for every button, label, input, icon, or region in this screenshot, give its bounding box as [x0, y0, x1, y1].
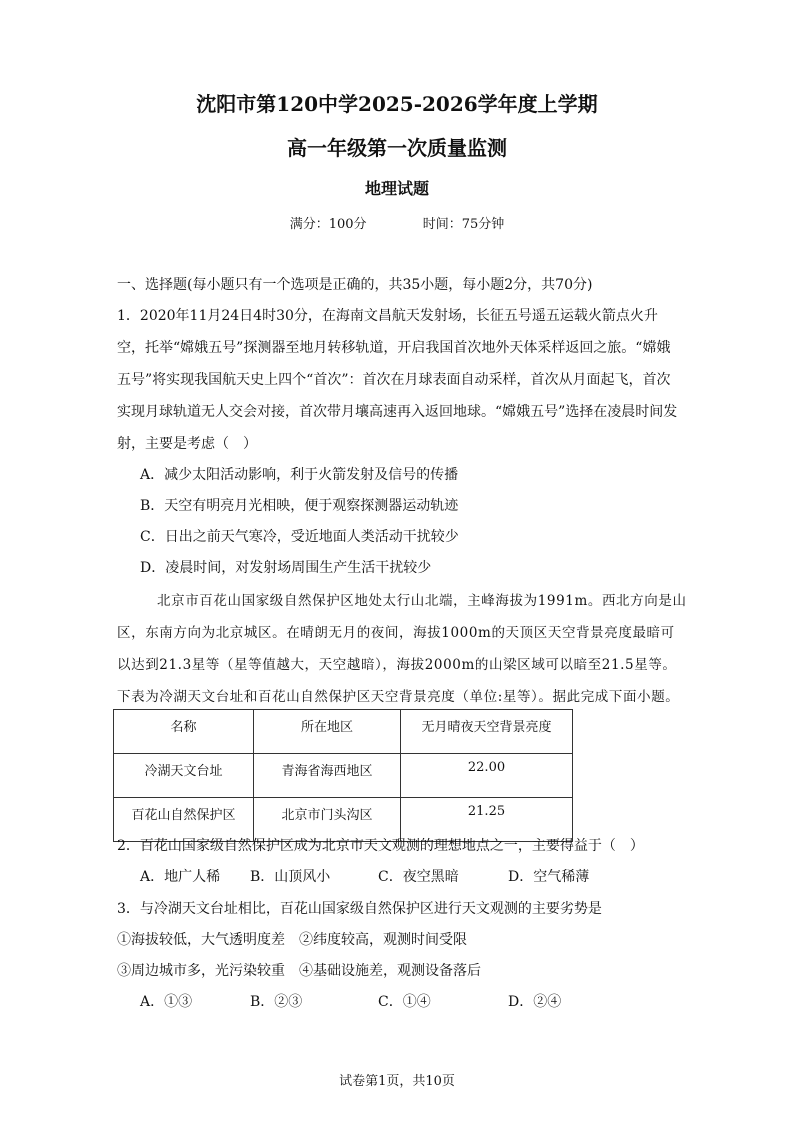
q2-option-a: A．地广人稀: [140, 869, 221, 885]
q3-option-c: C．①④: [378, 994, 431, 1010]
table-header: 所在地区: [254, 710, 401, 754]
table-row: [114, 754, 573, 798]
q2-option-c: C．夜空黑暗: [378, 869, 459, 885]
page-footer: 试卷第1页，共10页: [339, 1074, 455, 1089]
passage-line: 以达到21.3星等（星等值越大，天空越暗），海拔2000m的山梁区域可以暗至21.5星等。: [117, 657, 677, 673]
exam-meta: [0, 213, 794, 232]
table-cell: 22.00: [401, 754, 573, 798]
table-cell: 冷湖天文台址: [114, 754, 254, 798]
full-score: 满分：100分: [289, 217, 367, 232]
q1-stem-line: 实现月球轨道无人交会对接，首次带月壤高速再入返回地球。“嫦娥五号”选择在凌晨时间发: [117, 404, 678, 420]
table-header: 无月晴夜天空背景亮度: [401, 710, 573, 754]
brightness-table: [113, 709, 573, 842]
q2-stem: 2．百花山国家级自然保护区成为北京市天文观测的理想地点之一，主要得益于（ ）: [117, 838, 644, 854]
q1-option-a: A．减少太阳活动影响，利于火箭发射及信号的传播: [140, 467, 459, 483]
q2-option-d: D．空气稀薄: [508, 869, 590, 885]
exam-title: 沈阳市第120中学2025-2026学年度上学期: [196, 92, 598, 116]
q3-stem: 3．与冷湖天文台址相比，百花山国家级自然保护区进行天文观测的主要劣势是: [117, 901, 602, 917]
table-header: 名称: [114, 710, 254, 754]
passage-line: 北京市百花山国家级自然保护区地处太行山北端，主峰海拔为1991m。西北方向是山: [157, 593, 687, 609]
q3-option-b: B．②③: [250, 994, 303, 1010]
table-header-row: [114, 710, 573, 754]
q1-stem-line: 空，托举“嫦娥五号”探测器至地月转移轨道，开启我国首次地外天体采样返回之旅。“嫦娥: [117, 340, 671, 356]
passage-line: 区，东南方向为北京城区。在晴朗无月的夜间，海拔1000m的天顶区天空背景亮度最暗可: [117, 625, 675, 641]
exam-subtitle: 高一年级第一次质量监测: [287, 136, 507, 160]
exam-time: 时间：75分钟: [422, 217, 505, 232]
table-cell: 北京市门头沟区: [254, 798, 401, 842]
q3-items-line: ①海拔较低，大气透明度差 ②纬度较高，观测时间受限: [117, 932, 467, 948]
q1-stem-line: 1．2020年11月24日4时30分，在海南文昌航天发射场，长征五号遥五运载火箭点火升: [117, 308, 658, 324]
table-cell: 21.25: [401, 798, 573, 842]
q3-option-d: D．②④: [508, 994, 562, 1010]
table-cell: 青海省海西地区: [254, 754, 401, 798]
q1-option-d: D．凌晨时间，对发射场周围生产生活干扰较少: [140, 560, 432, 576]
q1-option-b: B．天空有明亮月光相映，便于观察探测器运动轨迹: [140, 498, 459, 514]
q2-option-b: B．山顶风小: [250, 869, 331, 885]
q3-items-line: ③周边城市多，光污染较重 ④基础设施差，观测设备落后: [117, 963, 481, 979]
passage-line: 下表为冷湖天文台址和百花山自然保护区天空背景亮度（单位:星等）。据此完成下面小题。: [117, 689, 680, 705]
q1-stem-line: 射，主要是考虑（ ）: [117, 436, 257, 452]
q3-option-a: A．①③: [140, 994, 193, 1010]
q1-stem-line: 五号”将实现我国航天史上四个“首次”：首次在月球表面自动采样，首次从月面起飞，首次: [117, 372, 671, 388]
q1-option-c: C．日出之前天气寒冷，受近地面人类活动干扰较少: [140, 529, 459, 545]
subject-title: 地理试题: [364, 179, 429, 198]
table-cell: 百花山自然保护区: [114, 798, 254, 842]
section-heading: 一、选择题(每小题只有一个选项是正确的，共35小题，每小题2分，共70分): [117, 277, 593, 293]
